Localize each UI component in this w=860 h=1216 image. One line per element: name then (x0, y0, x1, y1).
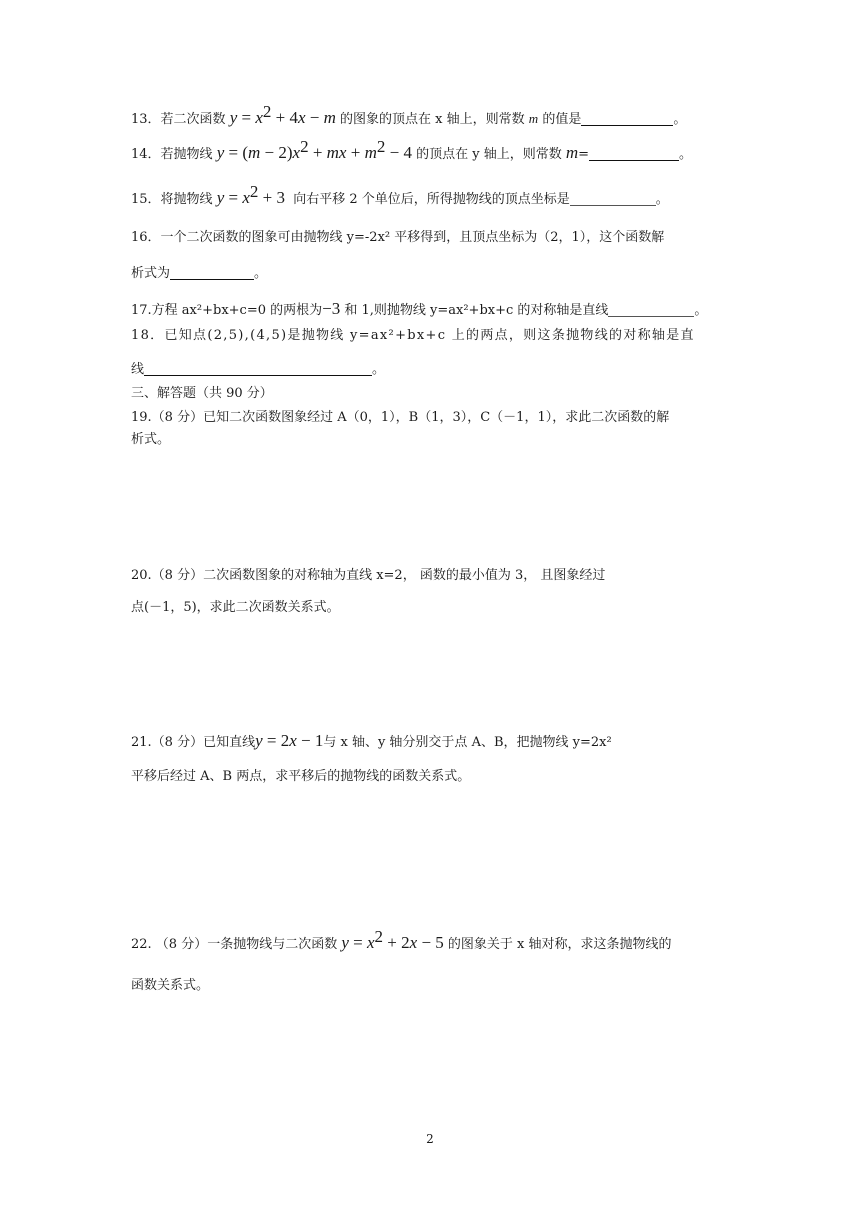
question-21-line-2: 平移后经过 A、B 两点，求平移后的抛物线的函数关系式。 (131, 769, 471, 784)
q13-end: 。 (673, 112, 687, 127)
q13-text-3: 的值是 (542, 112, 582, 127)
question-20-line-1: 20.（8 分）二次函数图象的对称轴为直线 x=2， 函数的最小值为 3， 且图象经过 (131, 568, 606, 583)
question-16-line-2 (131, 264, 267, 284)
q16-answer-blank[interactable] (170, 265, 254, 280)
question-19-line-1: 19.（8 分）已知二次函数图象经过 A（0，1），B（1，3），C（－1，1），求此二次函数的解 (131, 410, 670, 425)
page-number: 2 (426, 1132, 434, 1146)
question-19-line-2: 析式。 (131, 432, 171, 447)
question-13: 13．若二次函数 $y = x^2 + 4x - m$ 的图象的顶点在 x 轴上，则常数 m 的值是 。 (131, 102, 687, 127)
question-18-line-1: 18．已知点(2,5),(4,5)是抛物线 y=ax²+bx+c 上的两点，则这条抛物线的对称轴是直 (131, 328, 695, 343)
q14-eq: = (578, 147, 590, 162)
q13-text-2: 的图象的顶点在 x 轴上，则常数 (340, 112, 525, 127)
q14-text: 14．若抛物线 (131, 147, 213, 162)
q17-root: −3 (322, 299, 341, 318)
q14-answer-blank[interactable] (589, 146, 679, 161)
question-17 (131, 299, 707, 321)
q15-answer-blank[interactable] (570, 191, 656, 206)
question-16-line-1: 16．一个二次函数的图象可由抛物线 y=-2x² 平移得到，且顶点坐标为（2，1），这个函数解 (131, 230, 665, 245)
q21-text-2: 与 x 轴、y 轴分别交于点 A、B，把抛物线 y=2x² (323, 735, 612, 750)
q22-text: 22. （8 分）一条抛物线与二次函数 (131, 937, 338, 952)
question-21-line-1 (131, 731, 612, 753)
q17-answer-blank[interactable] (608, 302, 694, 317)
q17-end: 。 (694, 303, 708, 318)
q16-end: 。 (254, 266, 268, 281)
q14-formula: $y = (m - 2)x^2$ + mx + $m^2 - 4$ (216, 137, 412, 162)
q13-text: 13．若二次函数 (131, 112, 226, 127)
question-22-line-1 (131, 927, 672, 955)
q13-formula: y (229, 108, 238, 127)
q15-text: 15．将抛物线 (131, 192, 213, 207)
question-20-line-2: 点(－1，5)，求此二次函数关系式。 (131, 600, 340, 615)
question-22-line-2: 函数关系式。 (131, 978, 210, 993)
q16-text: 析式为 (131, 266, 171, 281)
q21-formula: y = 2x − 1 (255, 731, 324, 750)
q15-text-2: 向右平移 2 个单位后，所得抛物线的顶点坐标是 (293, 192, 570, 207)
q14-text-2: 的顶点在 y 轴上，则常数 (416, 147, 562, 162)
q13-answer-blank[interactable] (581, 111, 673, 126)
q18-text: 线 (131, 362, 145, 377)
q18-answer-blank[interactable] (144, 361, 372, 376)
section-heading: 三、解答题（共 90 分） (131, 386, 273, 401)
q17-text: 17.方程 ax²+bx+c=0 的两根为 (131, 303, 323, 318)
q22-formula: $y = x^2 + 2x - 5$ (341, 927, 444, 952)
question-15 (131, 182, 669, 210)
q15-end: 。 (655, 192, 669, 207)
q15-formula: $y = x^2 + 3$ (216, 182, 285, 207)
question-14 (131, 137, 693, 165)
q22-text-2: 的图象关于 x 轴对称，求这条抛物线的 (447, 937, 672, 952)
q17-text-2: 和 1,则抛物线 y=ax²+bx+c 的对称轴是直线 (344, 303, 609, 318)
q21-text: 21.（8 分）已知直线 (131, 735, 256, 750)
q14-var: m (565, 143, 579, 162)
q14-end: 。 (679, 147, 693, 162)
q18-end: 。 (372, 362, 386, 377)
q13-var: m (528, 111, 539, 126)
question-18-line-2 (131, 360, 385, 380)
